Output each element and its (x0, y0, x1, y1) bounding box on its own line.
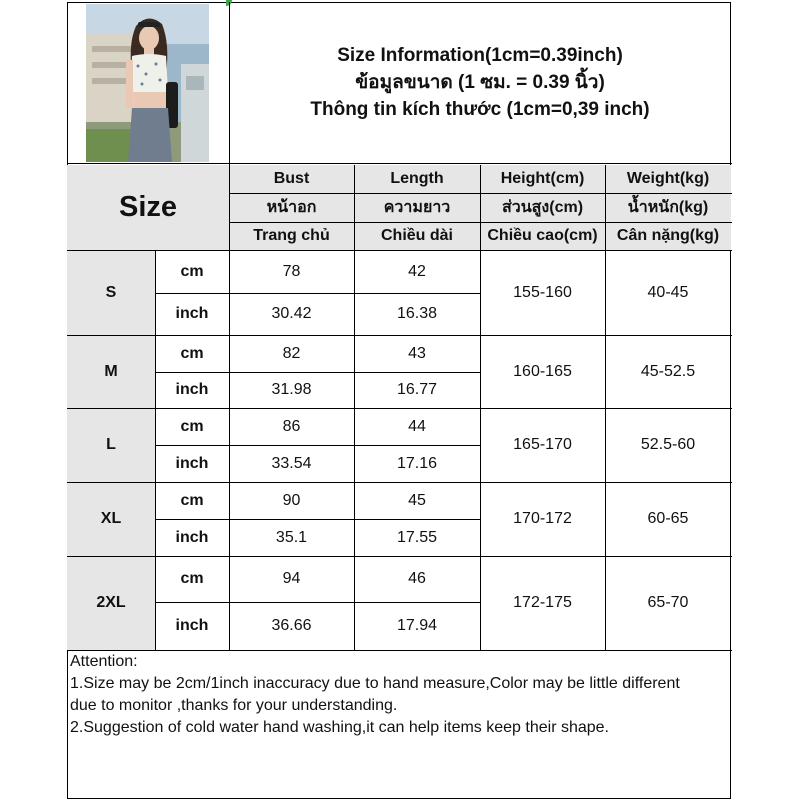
length-cm-cell: 43 (408, 344, 426, 362)
weight-cell: 65-70 (647, 594, 689, 611)
table-rule (67, 482, 732, 483)
length-inch-cell: 16.77 (396, 381, 438, 398)
table-rule (155, 445, 481, 446)
column-header-en: Length (354, 165, 480, 193)
column-header-vi: Chiều cao(cm) (480, 222, 605, 250)
unit-inch-cell: inch (175, 305, 209, 322)
unit-cm-cell: cm (180, 491, 204, 509)
length-cm-cell: 45 (408, 491, 426, 509)
column-header-en: Height(cm) (480, 165, 605, 193)
bust-cm-cell: 94 (282, 570, 301, 587)
table-rule (354, 165, 355, 651)
table-rule (67, 335, 732, 336)
table-rule (605, 165, 606, 651)
bust-inch-cell: 36.66 (271, 617, 312, 634)
column-header-vi: Chiều dài (354, 222, 480, 250)
column-header-vi: Trang chủ (229, 222, 354, 250)
column-header-th: ความยาว (354, 193, 480, 222)
length-cm-cell: 42 (408, 262, 426, 280)
length-inch-cell: 16.38 (396, 305, 438, 322)
header-title (229, 42, 731, 123)
table-rule (67, 650, 732, 651)
column-header-th: น้ำหนัก(kg) (605, 193, 731, 222)
note-line-2: due to monitor ,thanks for your understanding. (70, 697, 398, 714)
bust-cm-cell: 78 (282, 262, 301, 280)
bust-inch-cell: 30.42 (271, 305, 312, 322)
unit-cm-cell: cm (180, 344, 204, 362)
table-rule (67, 250, 732, 251)
weight-cell: 40-45 (647, 283, 689, 301)
weight-cell: 52.5-60 (640, 436, 696, 453)
height-cell: 170-172 (513, 510, 572, 527)
column-header-en: Weight(kg) (605, 165, 731, 193)
table-rule (155, 250, 156, 651)
unit-inch-cell: inch (175, 454, 209, 472)
table-rule (155, 372, 481, 373)
length-inch-cell: 17.94 (396, 617, 438, 634)
unit-inch-cell: inch (175, 528, 209, 546)
bust-cm-cell: 82 (282, 344, 301, 362)
table-rule (155, 519, 481, 520)
title-line-en: Size Information(1cm=0.39inch) (337, 45, 623, 66)
column-header-th: หน้าอก (229, 193, 354, 222)
height-cell: 155-160 (513, 283, 572, 301)
bust-inch-cell: 31.98 (271, 381, 312, 398)
bust-cm-cell: 86 (282, 417, 301, 435)
table-rule (155, 293, 481, 294)
note-line-1: 1.Size may be 2cm/1inch inaccuracy due to hand measure,Color may be little different (70, 675, 680, 692)
bust-inch-cell: 35.1 (275, 528, 308, 546)
column-header-th: ส่วนสูง(cm) (480, 193, 605, 222)
unit-cm-cell: cm (180, 417, 204, 435)
height-cell: 160-165 (513, 362, 572, 380)
column-header-en: Bust (229, 165, 354, 193)
length-inch-cell: 17.16 (396, 454, 438, 472)
column-header-vi: Cân nặng(kg) (605, 222, 731, 250)
table-rule (67, 163, 732, 164)
note-line-3: 2.Suggestion of cold water hand washing,it can help items keep their shape. (70, 719, 609, 736)
length-cm-cell: 46 (408, 570, 426, 587)
size-label-cell: XL (67, 482, 155, 556)
unit-cm-cell: cm (180, 262, 204, 280)
table-rule (229, 2, 230, 651)
height-cell: 165-170 (513, 436, 572, 453)
length-cm-cell: 44 (408, 417, 426, 435)
weight-cell: 60-65 (647, 510, 689, 527)
size-label-cell: L (67, 408, 155, 482)
note-heading: Attention: (70, 653, 138, 670)
size-header-cell: Size (67, 165, 229, 250)
size-label-cell: M (67, 335, 155, 408)
bust-inch-cell: 33.54 (271, 454, 312, 472)
unit-inch-cell: inch (175, 381, 209, 398)
unit-cm-cell: cm (180, 570, 204, 587)
length-inch-cell: 17.55 (396, 528, 438, 546)
size-label-cell: 2XL (67, 556, 155, 650)
unit-inch-cell: inch (175, 617, 209, 634)
weight-cell: 45-52.5 (640, 362, 696, 380)
height-cell: 172-175 (513, 594, 572, 611)
table-rule (67, 408, 732, 409)
title-line-th: ข้อมูลขนาด (1 ซม. = 0.39 นิ้ว) (355, 72, 605, 93)
model-photo-illustration (86, 4, 209, 162)
table-rule (67, 556, 732, 557)
bust-cm-cell: 90 (282, 491, 301, 509)
title-line-vi: Thông tin kích thước (1cm=0,39 inch) (310, 99, 650, 120)
table-rule (155, 602, 481, 603)
size-label-cell: S (67, 250, 155, 335)
table-rule (480, 165, 481, 651)
product-photo (86, 4, 209, 162)
